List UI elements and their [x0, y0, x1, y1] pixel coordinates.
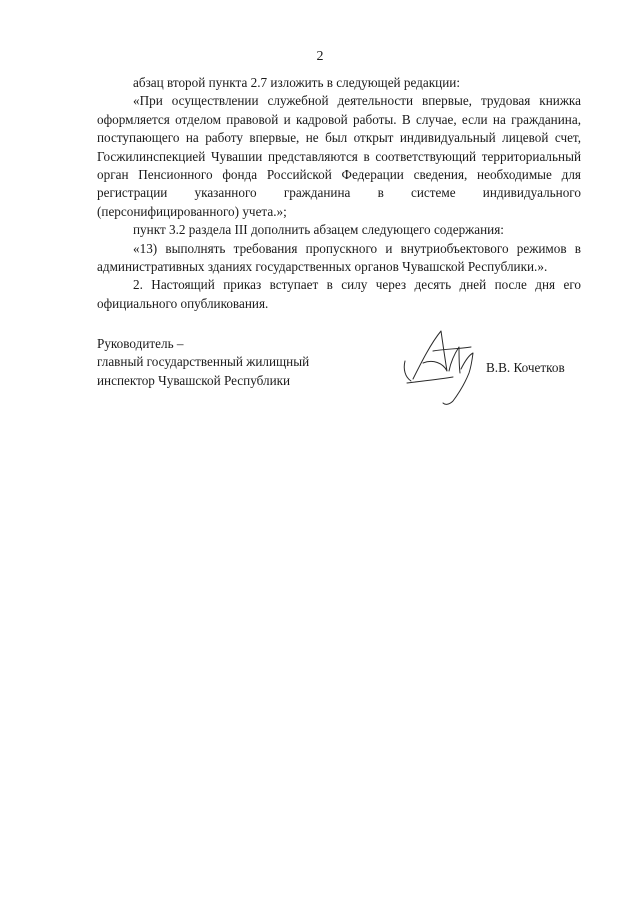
paragraph-quote-labor-book: «При осуществлении служебной деятельности впервые, трудовая книжка оформляется отделом правовой и кадровой работы. В случае, если на гражданина, поступающего на работу впервые, не был открыт индивидуальный лицевой счет, Госжилинспекцией Чувашии представляются в соответствующий территориальный орган Пенсионного фонда Российской Федерации сведения, необходимые для регистрации указанного гражданина в системе индивидуального (персонифицированного) учета.»;	[97, 93, 581, 219]
signer-title-line-3: инспектор Чувашской Республики	[97, 372, 291, 388]
signer-name: В.В. Кочетков	[486, 360, 565, 375]
signature-block	[97, 335, 581, 415]
paragraph-quote-access-regime: «13) выполнять требования пропускного и внутриобъектового режимов в административных зданиях государственных органов Чувашской Республики.».	[97, 240, 581, 275]
paragraph-effective-date: 2. Настоящий приказ вступает в силу через десять дней после дня его официального опубликования.	[97, 277, 581, 311]
document-body	[97, 74, 581, 313]
signer-title	[97, 335, 309, 390]
paragraph-amend-2-7: абзац второй пункта 2.7 изложить в следующей редакции:	[133, 75, 460, 90]
signer-title-line-1: Руководитель –	[97, 336, 184, 351]
page-number: 2	[316, 49, 324, 64]
paragraph-amend-3-2: пункт 3.2 раздела III дополнить абзацем следующего содержания:	[133, 222, 504, 238]
signer-title-line-2: главный государственный жилищный	[97, 354, 310, 370]
